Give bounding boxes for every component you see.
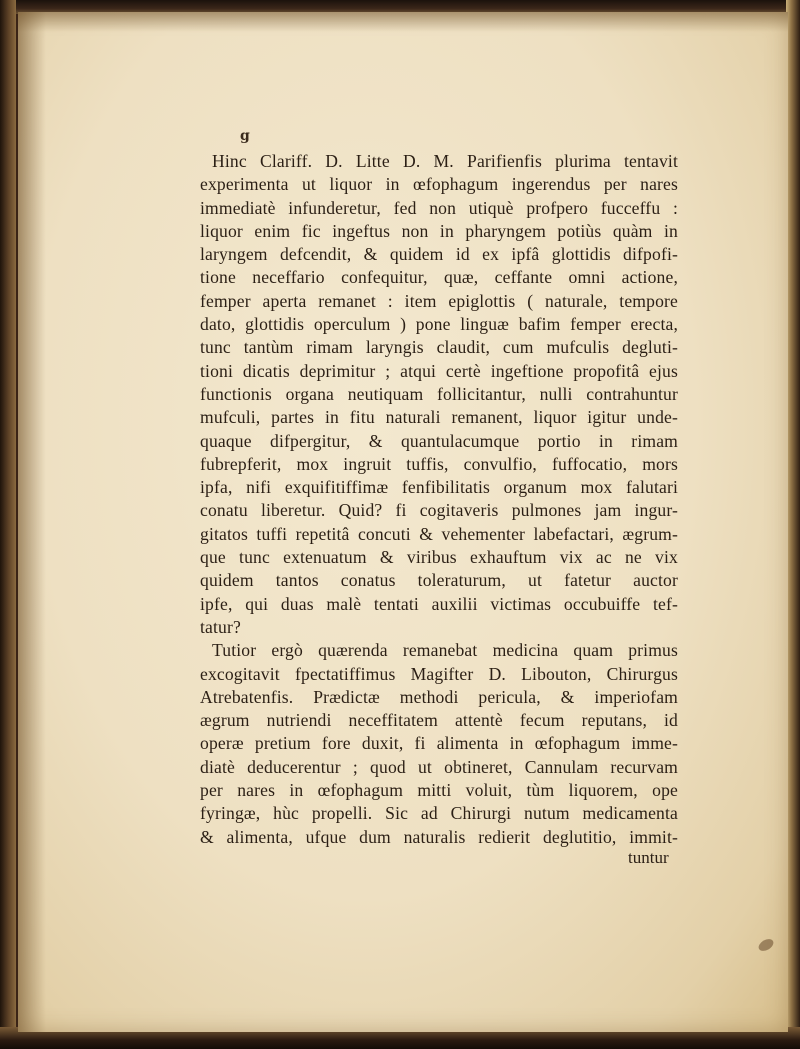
binding-edge	[0, 0, 16, 1049]
text-line: que tunc extenuatum & viribus exhauftum vix ac ne vix	[200, 547, 678, 568]
text-line: dato, glottidis operculum ) pone linguæ bafim femper erecta,	[200, 314, 678, 335]
text-line: functionis organa neutiquam follicitantur, nulli contrahuntur	[200, 383, 678, 404]
catchword: tuntur	[628, 848, 669, 867]
text-line: mufculi, partes in fitu naturali remanent, liquor igitur unde-	[200, 407, 678, 428]
text-line: femper aperta remanet : item epiglottis ( naturale, tempore	[200, 290, 678, 311]
text-line: ipfe, qui duas malè tentati auxilii victimas occubuiffe tef-	[200, 593, 678, 614]
text-line: tione neceffario confequitur, quæ, ceffante omni actione,	[200, 267, 678, 288]
text-line: per nares in œfophagum mitti voluit, tùm liquorem, ope	[200, 780, 678, 801]
text-line: quaque difpergitur, & quantulacumque portio in rimam	[200, 430, 678, 451]
top-edge-shadow	[18, 12, 788, 32]
text-line: tioni dicatis deprimitur ; atqui certè ingeftione propofitâ ejus	[200, 360, 678, 381]
body-text	[200, 150, 678, 849]
text-line: & alimenta, ufque dum naturalis redierit deglutitio, immit-	[200, 826, 678, 847]
text-line: tatur?	[200, 616, 241, 637]
text-line: liquor enim fic ingeftus non in pharyngem potiùs quàm in	[200, 220, 678, 241]
text-line: immediatè infunderetur, fed non utiquè profpero fucceffu :	[200, 197, 678, 218]
text-line: gitatos tuffi repetitâ concuti & vehementer labefactari, ægrum-	[200, 523, 678, 544]
text-line: Hinc Clariff. D. Litte D. M. Parifienfis plurima tentavit	[212, 151, 678, 171]
text-line: tunc tantùm rimam laryngis claudit, cum mufculis degluti-	[200, 337, 678, 358]
text-line: excogitavit fpectatiffimus Magifter D. Libouton, Chirurgus	[200, 663, 678, 684]
text-line: experimenta ut liquor in œfophagum ingerendus per nares	[200, 174, 678, 195]
text-line: laryngem defcendit, & quidem id ex ipfâ glottidis difpofi-	[200, 244, 678, 265]
text-line: ipfa, nifi exquifitiffimæ fenfibilitatis organum mox falutari	[200, 477, 678, 498]
text-line: fubrepferit, mox ingruit tuffis, convulfio, fuffocatio, mors	[200, 453, 678, 474]
text-line: fyringæ, hùc propelli. Sic ad Chirurgi nutum medicamenta	[200, 803, 678, 824]
text-line: diatè deducerentur ; quod ut obtineret, Cannulam recurvam	[200, 756, 678, 777]
text-line: Tutior ergò quærenda remanebat medicina quam primus	[212, 640, 678, 661]
text-line: ægrum nutriendi neceffitatem attentè fecum reputans, id	[200, 710, 678, 731]
gutter-shadow	[18, 12, 46, 1032]
right-border	[786, 0, 800, 1049]
text-line: quidem tantos conatus toleraturum, ut fatetur auctor	[200, 570, 678, 591]
text-line: Atrebatenfis. Prædictæ methodi pericula, & imperiofam	[200, 686, 678, 707]
text-line: operæ pretium fore duxit, fi alimenta in œfophagum imme-	[200, 733, 678, 754]
text-line: conatu liberetur. Quid? fi cogitaveris pulmones jam ingur-	[200, 500, 678, 521]
signature-mark: g	[240, 128, 250, 144]
